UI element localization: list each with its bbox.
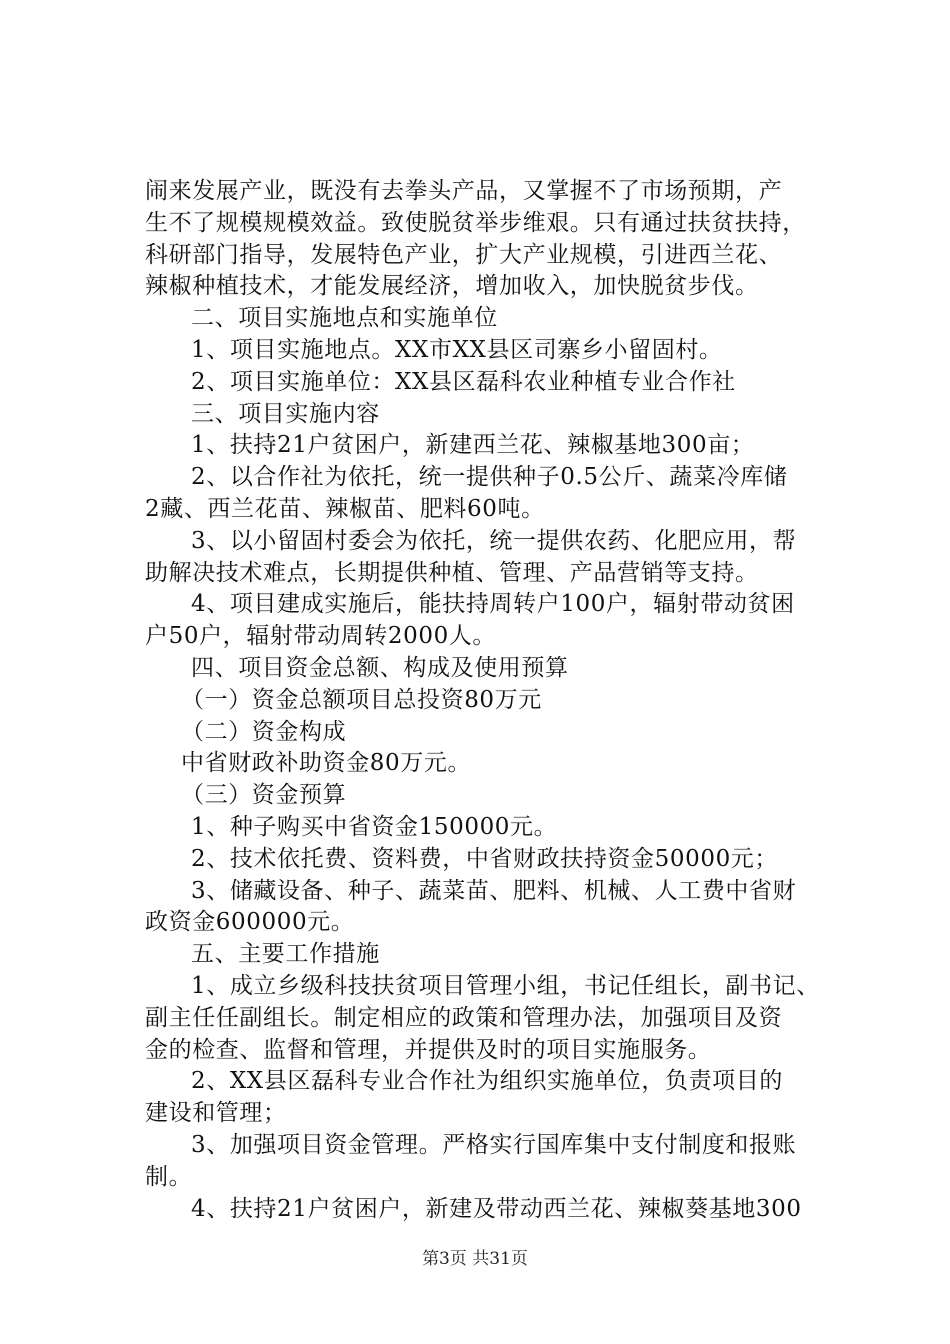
text-line: （三）资金预算: [181, 782, 347, 809]
text-line: 1、项目实施地点。XX市XX县区司寨乡小留固村。: [191, 336, 723, 363]
text-line: 制。: [145, 1163, 193, 1190]
text-line: 2、以合作社为依托，统一提供种子0.5公斤、蔬菜冷库储: [191, 464, 788, 491]
text-line: 二、项目实施地点和实施单位: [191, 305, 498, 332]
text-line: 建设和管理；: [145, 1100, 287, 1127]
text-line: 1、扶持21户贫困户，新建西兰花、辣椒基地300亩；: [191, 432, 755, 459]
text-line: 五、主要工作措施: [191, 941, 380, 968]
text-line: 3、储藏设备、种子、蔬菜苗、肥料、机械、人工费中省财: [191, 877, 797, 904]
text-line: 4、扶持21户贫困户，新建及带动西兰花、辣椒葵基地300: [191, 1195, 802, 1222]
text-line: 1、种子购买中省资金150000元。: [191, 813, 558, 840]
text-line: 生不了规模规模效益。致使脱贫举步维艰。只有通过扶贫扶持，: [145, 209, 806, 236]
text-line: 2、项目实施单位：XX县区磊科农业种植专业合作社: [191, 368, 736, 395]
text-line: 政资金600000元。: [145, 909, 355, 936]
text-line: （一）资金总额项目总投资80万元: [181, 686, 542, 713]
text-line: 四、项目资金总额、构成及使用预算: [191, 654, 569, 681]
text-line: 2藏、西兰花苗、辣椒苗、肥料60吨。: [145, 495, 545, 522]
text-line: 1、成立乡级科技扶贫项目管理小组，书记任组长，副书记、: [191, 972, 820, 999]
text-line: 辣椒种植技术，才能发展经济，增加收入，加快脱贫步伐。: [145, 273, 759, 300]
text-line: 科研部门指导，发展特色产业，扩大产业规模，引进西兰花、: [145, 241, 783, 268]
text-line: 助解决技术难点，长期提供种植、管理、产品营销等支持。: [145, 559, 759, 586]
text-line: （二）资金构成: [181, 718, 347, 745]
document-body: [145, 176, 835, 1225]
text-line: 三、项目实施内容: [191, 400, 380, 427]
text-line: 4、项目建成实施后，能扶持周转户100户，辐射带动贫困: [191, 591, 795, 618]
text-line: 2、XX县区磊科专业合作社为组织实施单位，负责项目的: [191, 1068, 783, 1095]
text-line: 中省财政补助资金80万元。: [181, 750, 472, 777]
text-line: 3、以小留固村委会为依托，统一提供农药、化肥应用，帮: [191, 527, 797, 554]
text-line: 金的检查、监督和管理，并提供及时的项目实施服务。: [145, 1036, 712, 1063]
text-line: 闹来发展产业，既没有去拳头产品，又掌握不了市场预期，产: [145, 178, 783, 204]
page-footer: 第3页 共31页: [422, 1249, 528, 1269]
text-line: 3、加强项目资金管理。严格实行国库集中支付制度和报账: [191, 1131, 797, 1158]
text-line: 户50户，辐射带动周转2000人。: [145, 623, 496, 650]
text-line: 2、技术依托费、资料费，中省财政扶持资金50000元；: [191, 845, 778, 872]
text-line: 副主任任副组长。制定相应的政策和管理办法，加强项目及资: [145, 1004, 783, 1031]
